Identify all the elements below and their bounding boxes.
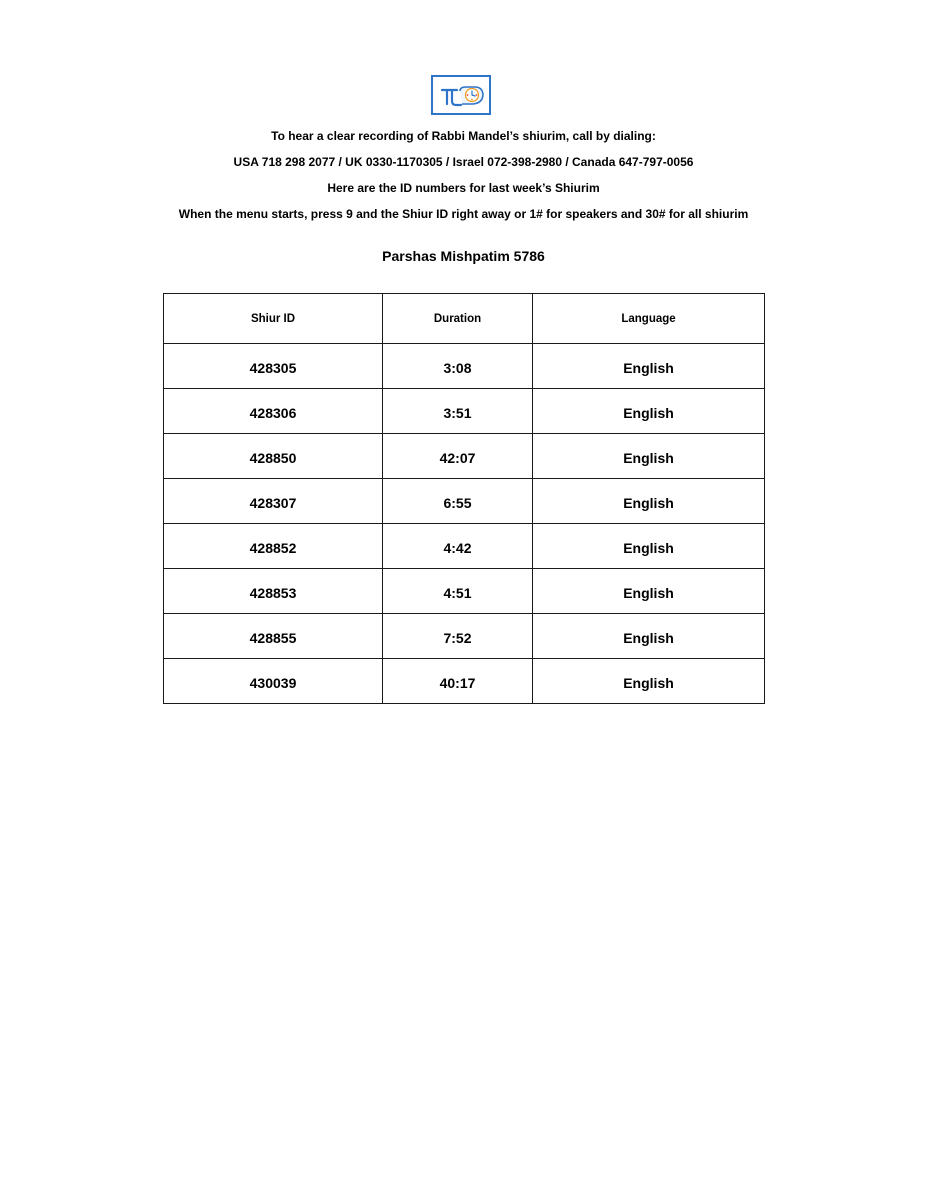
menu-instructions: When the menu starts, press 9 and the Shiur ID right away or 1# for speakers and 30# for all shiurim — [178, 207, 749, 221]
duration-cell: 3:51 — [383, 389, 533, 434]
language-cell: English — [533, 614, 765, 659]
logo — [431, 75, 491, 115]
page-title: Parshas Mishpatim 5786 — [382, 248, 545, 264]
id-numbers-intro: Here are the ID numbers for last week’s Shiurim — [327, 181, 600, 195]
shiur-id-cell: 428305 — [164, 344, 383, 389]
header-shiur-id: Shiur ID — [164, 294, 383, 344]
header-language: Language — [533, 294, 765, 344]
header-duration: Duration — [383, 294, 533, 344]
shiur-id-cell: 428307 — [164, 479, 383, 524]
table-row — [164, 479, 765, 524]
language-cell: English — [533, 659, 765, 704]
duration-cell: 3:08 — [383, 344, 533, 389]
duration-cell: 7:52 — [383, 614, 533, 659]
table-row — [164, 659, 765, 704]
shiur-id-cell: 430039 — [164, 659, 383, 704]
table-header-row — [164, 294, 765, 344]
duration-cell: 42:07 — [383, 434, 533, 479]
table-row — [164, 434, 765, 479]
language-cell: English — [533, 479, 765, 524]
shiur-id-cell: 428850 — [164, 434, 383, 479]
shiur-id-cell: 428855 — [164, 614, 383, 659]
shiur-id-cell: 428853 — [164, 569, 383, 614]
shiur-id-cell: 428852 — [164, 524, 383, 569]
table-row — [164, 524, 765, 569]
language-cell: English — [533, 344, 765, 389]
shiurim-table — [163, 293, 765, 704]
table-row — [164, 389, 765, 434]
table-row — [164, 569, 765, 614]
language-cell: English — [533, 434, 765, 479]
language-cell: English — [533, 569, 765, 614]
phone-numbers: USA 718 298 2077 / UK 0330-1170305 / Israel 072-398-2980 / Canada 647-797-0056 — [233, 155, 694, 169]
shiur-id-cell: 428306 — [164, 389, 383, 434]
duration-cell: 4:42 — [383, 524, 533, 569]
duration-cell: 6:55 — [383, 479, 533, 524]
duration-cell: 4:51 — [383, 569, 533, 614]
duration-cell: 40:17 — [383, 659, 533, 704]
tu-clock-logo-icon — [433, 77, 489, 113]
table-row — [164, 614, 765, 659]
table-row — [164, 344, 765, 389]
dial-instructions: To hear a clear recording of Rabbi Mandel’s shiurim, call by dialing: — [271, 129, 656, 143]
language-cell: English — [533, 389, 765, 434]
language-cell: English — [533, 524, 765, 569]
